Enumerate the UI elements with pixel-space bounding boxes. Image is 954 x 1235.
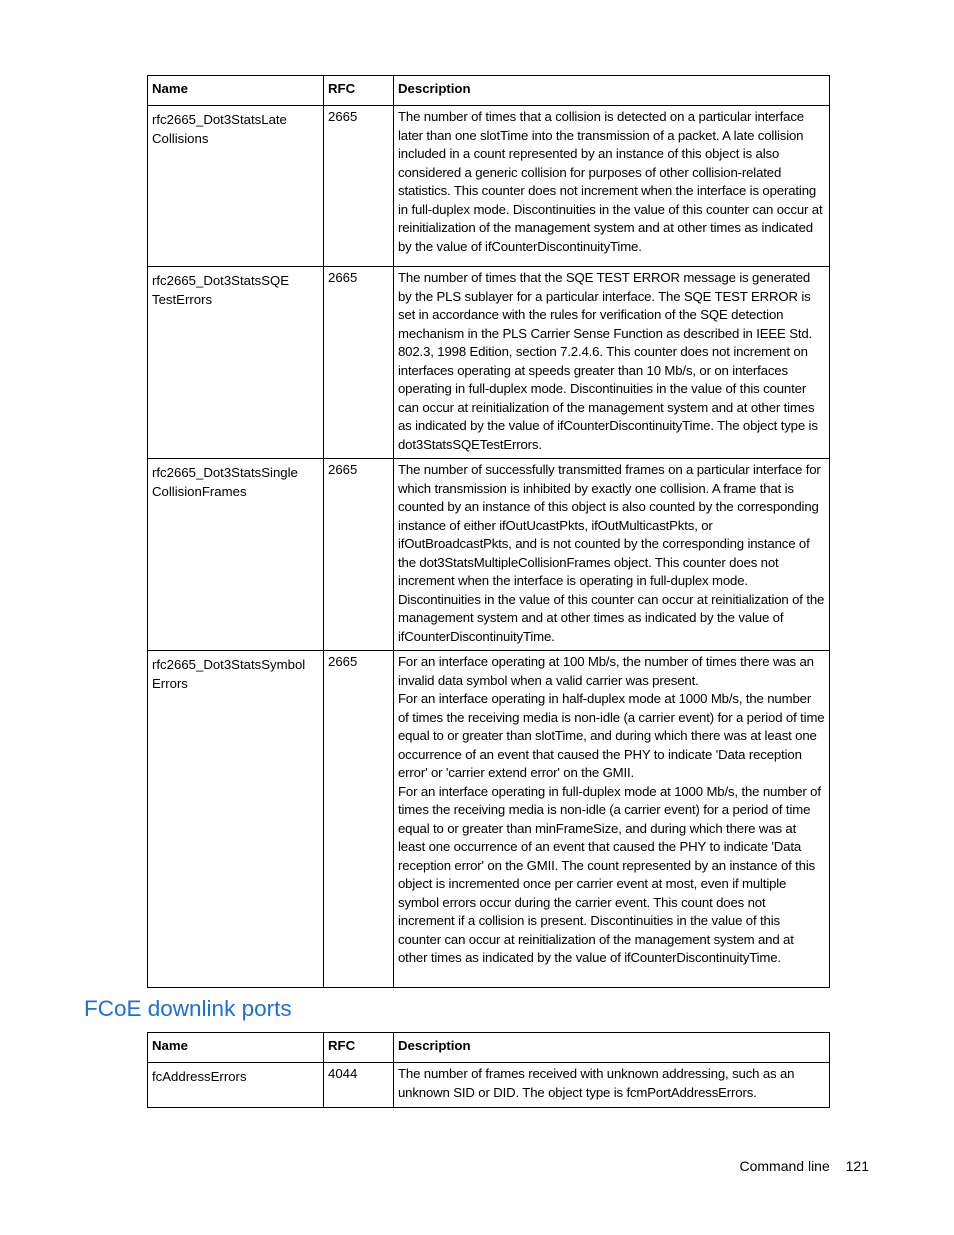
table-row (148, 651, 830, 988)
description-paragraph: The number of times that the SQE TEST ERROR message is generated by the PLS sublayer for a particular interface. The SQE TEST ERROR is set in accordance with the rules for verification of the SQE detection mechanism in the PLS Carrier Sense Function as described in IEEE Std. 802.3, 1998 Edition, section 7.2.4.6. This counter does not increment on interfaces operating at speeds greater than 10 Mb/s, or on interfaces operating in full-duplex mode. Discontinuities in the value of this counter can occur at reinitialization of the management system and at other times as indicated by the value of ifCounterDiscontinuityTime. The object type is dot3StatsSQETestErrors. (398, 270, 818, 452)
table-row (148, 459, 830, 651)
description-paragraph: The number of times that a collision is detected on a particular interface later than one slotTime into the transmission of a packet. A late collision included in a count represented by an instance of this object is also considered a generic collision for purposes of other collision-related statistics. This counter does not increment when the interface is operating in full-duplex mode. Discontinuities in the value of this counter can occur at reinitialization of the management system and at other times as indicated by the value of ifCounterDiscontinuityTime. (398, 109, 823, 254)
row-description (394, 267, 830, 459)
description-paragraph: For an interface operating at 100 Mb/s, the number of times there was an invalid data symbol when a valid carrier was present. (398, 654, 814, 688)
row-description (394, 106, 830, 267)
header-name: Name (148, 76, 324, 106)
row-rfc: 2665 (324, 106, 394, 267)
row-name: rfc2665_Dot3StatsSQE TestErrors (148, 267, 324, 459)
description-paragraph: The number of frames received with unknown addressing, such as an unknown SID or DID. The object type is fcmPortAddressErrors. (398, 1066, 795, 1100)
row-description (394, 651, 830, 988)
footer-label: Command line (739, 1158, 830, 1174)
row-name: rfc2665_Dot3StatsSymbol Errors (148, 651, 324, 988)
row-description (394, 459, 830, 651)
table-header-row (148, 76, 830, 106)
description-paragraph: For an interface operating in full-duplex mode at 1000 Mb/s, the number of times the receiving media is non-idle (a carrier event) for a period of time equal to or greater than minFrameSize, and during which there was at least one occurrence of an event that caused the PHY to indicate 'Data reception error' on the GMII. The count represented by an instance of this object is incremented once per carrier event at most, even if multiple symbol errors occur during the carrier event. This count does not increment if a collision is present. Discontinuities in the value of this counter can occur at reinitialization of the management system and at other times as indicated by the value of ifCounterDiscontinuityTime. (398, 783, 821, 965)
description-paragraph: For an interface operating in half-duplex mode at 1000 Mb/s, the number of times the receiving media is non-idle (a carrier event) for a period of time equal to or greater than slotTime, and during which there was at least one occurrence of an event that caused the PHY to indicate 'Data reception error' or 'carrier extend error' on the GMII. (398, 691, 825, 780)
row-rfc: 2665 (324, 459, 394, 651)
fcoe-table (147, 1032, 830, 1108)
page-footer (739, 1158, 869, 1174)
header-rfc: RFC (324, 1033, 394, 1063)
row-name: rfc2665_Dot3StatsLate Collisions (148, 106, 324, 267)
description-paragraph: The number of successfully transmitted frames on a particular interface for which transmission is inhibited by exactly one collision. A frame that is counted by an instance of this object is also counted by the corresponding instance of either ifOutUcastPkts, ifOutMulticastPkts, or ifOutBroadcastPkts, and is not counted by the corresponding instance of the dot3StatsMultipleCollisionFrames object. This counter does not increment when the interface is operating in full-duplex mode. Discontinuities in the value of this counter can occur at reinitialization of the management system and at other times as indicated by the value of ifCounterDiscontinuityTime. (398, 462, 825, 644)
table-row (148, 106, 830, 267)
row-name: fcAddressErrors (148, 1063, 324, 1108)
section-title: FCoE downlink ports (84, 996, 292, 1021)
header-name: Name (148, 1033, 324, 1063)
header-rfc: RFC (324, 76, 394, 106)
header-description: Description (394, 76, 830, 106)
counters-table (147, 75, 830, 988)
row-name: rfc2665_Dot3StatsSingle CollisionFrames (148, 459, 324, 651)
row-description (394, 1063, 830, 1108)
table-row (148, 267, 830, 459)
table-header-row (148, 1033, 830, 1063)
row-rfc: 2665 (324, 267, 394, 459)
table-row (148, 1063, 830, 1108)
row-rfc: 2665 (324, 651, 394, 988)
page-number: 121 (845, 1158, 869, 1174)
header-description: Description (394, 1033, 830, 1063)
row-rfc: 4044 (324, 1063, 394, 1108)
